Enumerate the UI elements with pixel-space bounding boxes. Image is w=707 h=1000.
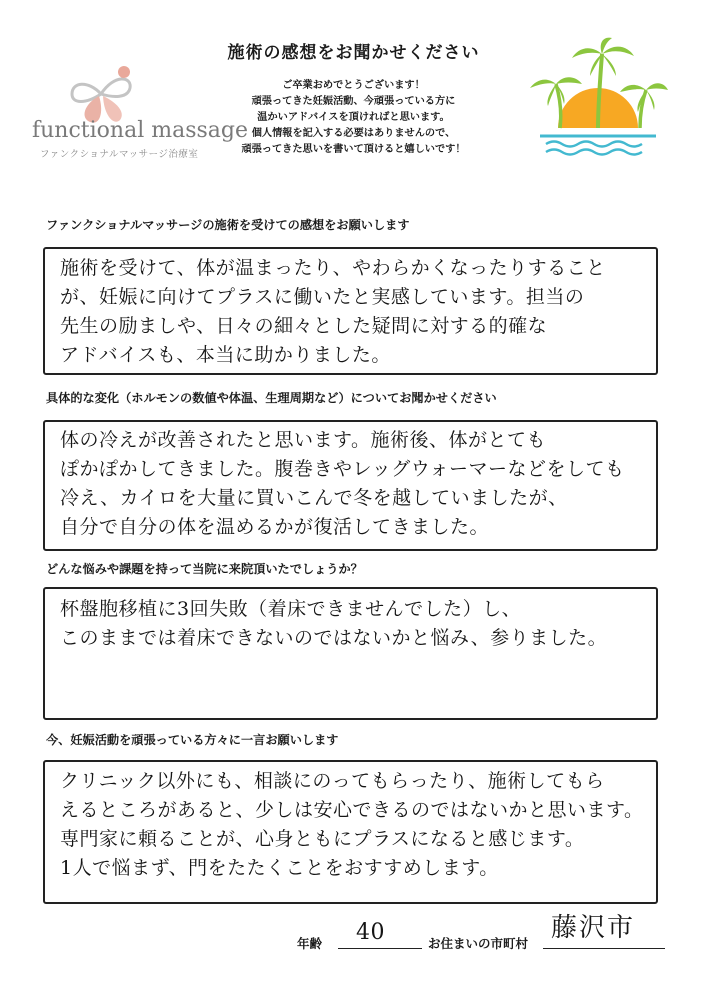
age-label: 年齢 [297, 936, 323, 951]
answer-text [60, 595, 607, 653]
question-label: 具体的な変化（ホルモンの数値や体温、生理周期など）についてお聞かせください [46, 391, 497, 405]
answer-line: 1人で悩まず、門をたたくことをおすすめします。 [60, 857, 499, 879]
intro-line: 個人情報を記入する必要はありませんので、 [251, 128, 456, 139]
answer-line: このままでは着床できないのではないかと悩み、参りました。 [60, 627, 608, 649]
city-field[interactable] [543, 948, 665, 949]
answer-line: 施術を受けて、体が温まったり、やわらかくなったりすること [60, 257, 606, 279]
page-title: 施術の感想をお聞かせください [227, 43, 480, 63]
answer-line: 専門家に頼ることが、心身ともにプラスになると感じます。 [60, 828, 585, 850]
answer-text [60, 254, 606, 370]
age-value: 40 [356, 920, 385, 945]
answer-line: クリニック以外にも、相談にのってもらったり、施術してもら [60, 770, 605, 792]
answer-line: 冷え、カイロを大量に買いこんで冬を越していましたが、 [60, 487, 568, 509]
palm-trees-sunset-icon [528, 36, 668, 162]
answer-line: アドバイスも、本当に助かりました。 [60, 344, 391, 366]
answer-line: 自分で自分の体を温めるかが復活してきました。 [60, 516, 490, 538]
city-label: お住まいの市町村 [428, 936, 529, 951]
answer-text [60, 426, 625, 542]
logo-wordmark: functional massage [32, 118, 249, 143]
answer-line: 先生の励ましや、日々の細々とした疑問に対する的確な [60, 315, 548, 337]
city-value: 藤沢市 [551, 913, 636, 943]
intro-line: 温かいアドバイスを頂ければと思います。 [257, 112, 450, 123]
answer-line: 体の冷えが改善されたと思います。施術後、体がとても [60, 429, 546, 451]
answer-text [60, 767, 643, 883]
butterfly-swirl-icon [66, 60, 136, 126]
answer-line: が、妊娠に向けてプラスに働いたと実感しています。担当の [60, 286, 585, 308]
answer-line: えるところがあると、少しは安心できるのではないかと思います。 [60, 799, 644, 821]
intro-line: ご卒業おめでとうございます！ [282, 80, 425, 91]
answer-line: ぽかぽかしてきました。腹巻きやレッグウォーマーなどをしても [60, 458, 625, 480]
intro-line: 頑張ってきた妊娠活動、今頑張っている方に [251, 96, 456, 107]
logo-subtitle: ファンクショナルマッサージ治療室 [40, 149, 199, 160]
age-field[interactable] [338, 948, 422, 949]
question-label: ファンクショナルマッサージの施術を受けての感想をお願いします [46, 218, 410, 232]
answer-line: 杯盤胞移植に3回失敗（着床できませんでした）し、 [60, 598, 522, 620]
intro-line: 頑張ってきた思いを書いて頂けると嬉しいです！ [241, 144, 466, 155]
question-label: どんな悩みや課題を持って当院に来院頂いたでしょうか？ [46, 562, 363, 576]
question-label: 今、妊娠活動を頑張っている方々に一言お願いします [46, 733, 339, 747]
